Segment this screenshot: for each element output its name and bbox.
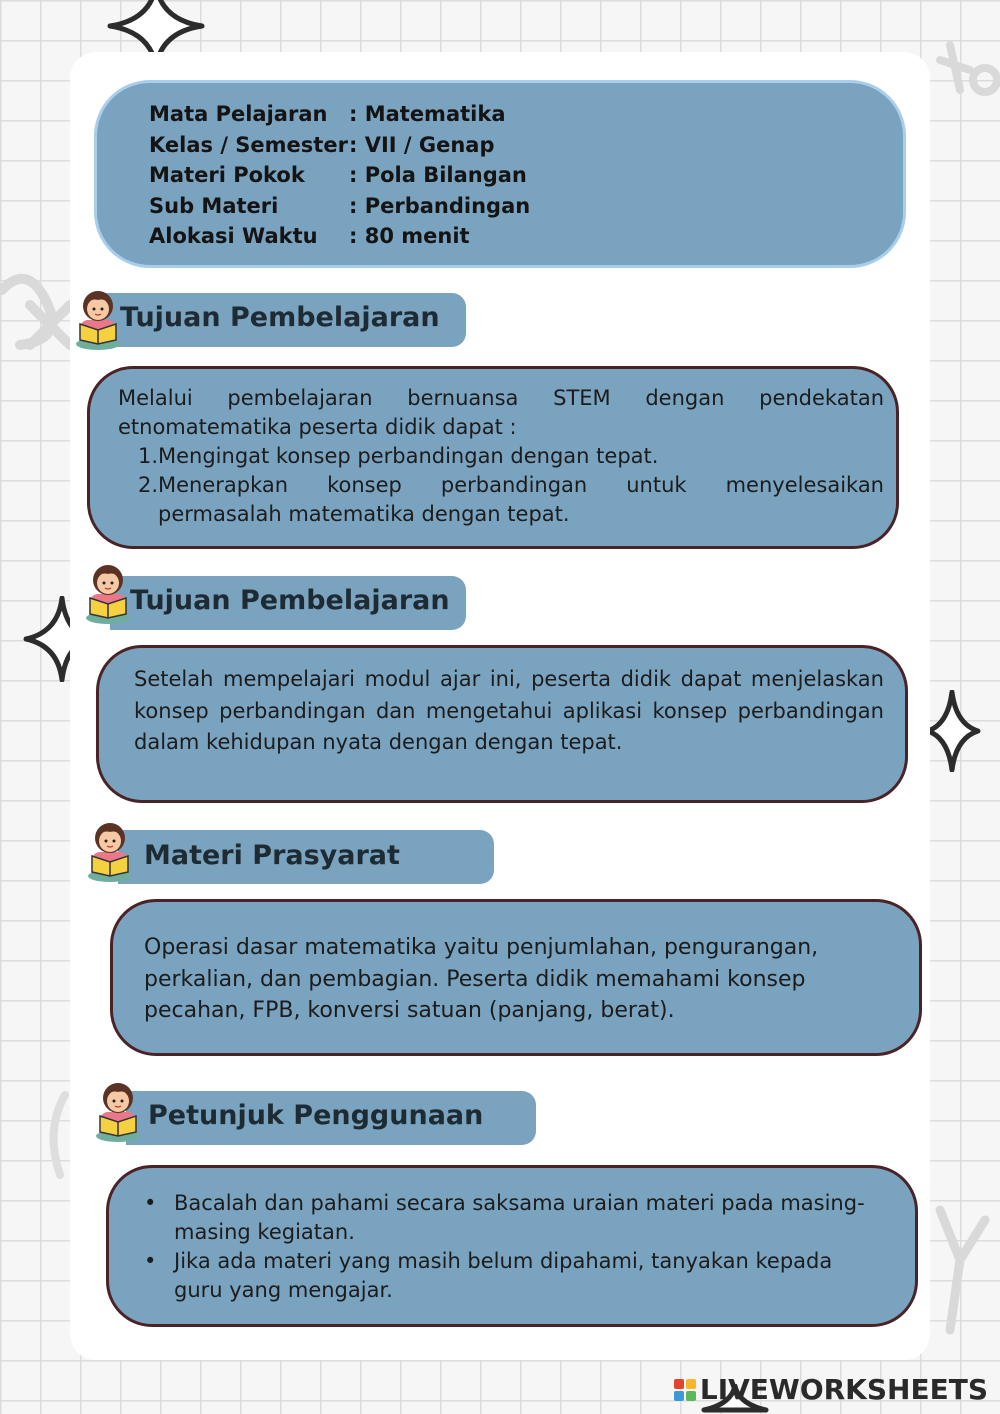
info-label: Sub Materi [149, 193, 279, 218]
objectives-list [118, 442, 884, 529]
info-value: : VII / Genap [349, 132, 495, 157]
info-value: : Perbandingan [349, 193, 531, 218]
math-scribble-decoration [930, 40, 1000, 130]
info-row [149, 191, 530, 222]
list-item-text: Mengingat konsep perbandingan dengan tepat. [158, 444, 659, 468]
subject-info-table [149, 99, 530, 252]
info-label: Mata Pelajaran [149, 102, 328, 126]
section-title: Tujuan Pembelajaran [130, 585, 450, 616]
info-label: Alokasi Waktu [149, 224, 318, 248]
prerequisite-text: Operasi dasar matematika yaitu penjumlahan, pengurangan, perkalian, dan pembagian. Peserta didik memahami konsep pecahan, FPB, konversi satuan (panjang, berat). [144, 935, 819, 1023]
list-item-number: 2. [138, 473, 159, 497]
info-row [149, 221, 530, 252]
info-value: : Pola Bilangan [349, 163, 527, 187]
sparkle-star-icon [924, 690, 982, 772]
list-item [138, 1247, 878, 1305]
info-row [149, 130, 530, 161]
info-value: : 80 menit [349, 224, 470, 248]
girl-reading-book-icon [90, 1078, 146, 1142]
info-label: Materi Pokok [149, 163, 305, 187]
info-label: Kelas / Semester [149, 132, 348, 157]
list-item [138, 1189, 878, 1247]
info-row [149, 160, 530, 191]
learning-objectives-text [118, 384, 884, 529]
list-item-text: Menerapkan konsep perbandingan untuk menyelesaikan permasalah matematika dengan tepat. [158, 473, 884, 526]
liveworksheets-watermark[interactable] [674, 1373, 988, 1406]
list-item-text: Bacalah dan pahami secara saksama uraian materi pada masing-masing kegiatan. [174, 1191, 865, 1244]
girl-reading-book-icon [82, 818, 138, 882]
bullet-icon: • [144, 1191, 157, 1215]
list-item [118, 442, 884, 471]
section-title: Materi Prasyarat [144, 840, 400, 871]
bullet-icon: • [144, 1249, 157, 1273]
section-title: Petunjuk Penggunaan [148, 1100, 484, 1131]
math-scribble-decoration [920, 1200, 1000, 1340]
liveworksheets-logo-icon [674, 1379, 696, 1401]
girl-reading-book-icon [80, 560, 136, 624]
info-row [149, 99, 530, 130]
info-value: : Matematika [349, 102, 506, 126]
list-item [118, 471, 884, 529]
girl-reading-book-icon [70, 286, 126, 350]
watermark-text: LIVEWORKSHEETS [699, 1373, 988, 1406]
list-item-text: Jika ada materi yang masih belum dipahami, tanyakan kepada guru yang mengajar. [174, 1249, 833, 1302]
logo-square [686, 1391, 696, 1401]
list-item-number: 1. [138, 444, 159, 468]
math-scribble-decoration [0, 250, 80, 360]
logo-square [686, 1379, 696, 1389]
subject-info-box [94, 80, 906, 268]
section-title: Tujuan Pembelajaran [120, 302, 440, 333]
logo-square [674, 1391, 684, 1401]
objectives-intro: Melalui pembelajaran bernuansa STEM dengan pendekatan etnomatematika peserta didik dapat : [118, 386, 884, 439]
logo-square [674, 1379, 684, 1389]
usage-instructions-list [138, 1189, 878, 1305]
learning-goal-text: Setelah mempelajari modul ajar ini, peserta didik dapat menjelaskan konsep perbandingan dan mengetahui aplikasi konsep perbandingan dalam kehidupan nyata dengan dengan tepat. [134, 667, 884, 754]
